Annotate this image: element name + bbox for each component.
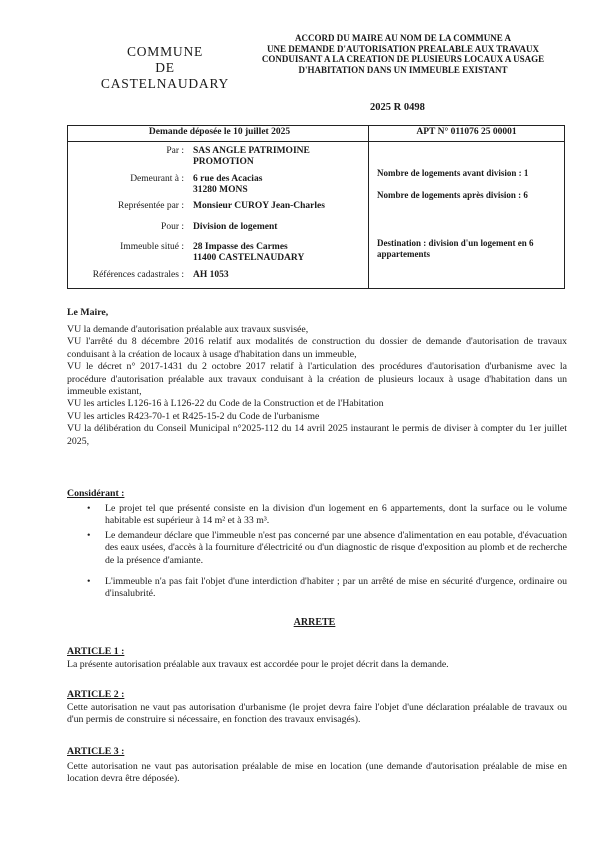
apt-number: APT N° 011076 25 00001 <box>416 127 517 137</box>
article-1-text: La présente autorisation préalable aux travaux est accordée pour le projet décrit dans la demande. <box>67 659 449 670</box>
article-3-title: ARTICLE 3 : <box>67 746 125 757</box>
building-address-line-1: 28 Impasse des Carmes <box>193 242 288 252</box>
destination-line-2: appartements <box>377 248 430 259</box>
considerant-bullet <box>87 576 567 601</box>
row-label-immeuble: Immeuble situé : <box>120 242 184 252</box>
document-title <box>238 33 568 75</box>
row-value-cadastre: AH 1053 <box>193 270 229 280</box>
request-date: Demande déposée le 10 juillet 2025 <box>148 127 291 137</box>
title-line-3: CONDUISANT A LA CREATION DE PLUSIEURS LOCAUX A USAGE <box>261 54 545 64</box>
considerant-bullet <box>87 503 567 528</box>
commune-name <box>90 44 240 92</box>
article-2-title: ARTICLE 2 : <box>67 689 125 700</box>
bullet-text: Le demandeur déclare que l'immeuble n'est pas concerné par une absence d'alimentation en eau potable, d'évacuation des eaux usées, d'accès à la fourniture d'électricité ou d'un diagnostic de risque d'exposition au plomb et de recherche de la présence d'amiante. <box>105 530 567 566</box>
units-after-division: Nombre de logements après division : 6 <box>377 190 528 200</box>
row-label-pour: Pour : <box>161 222 184 232</box>
vu-item: VU la demande d'autorisation préalable aux travaux susvisée, <box>67 324 309 335</box>
commune-line-2: DE <box>155 60 175 75</box>
row-label-par: Par : <box>166 146 184 156</box>
row-value-pour: Division de logement <box>193 222 278 232</box>
title-line-4: D'HABITATION DANS UN IMMEUBLE EXISTANT <box>298 64 508 75</box>
box-column-divider <box>368 126 369 288</box>
reference-number: 2025 R 0498 <box>370 102 425 113</box>
bullet-text: Le projet tel que présenté consiste en la division d'un logement en 6 appartements, dont la surface ou le volume habitable est supérieur à 14 m² et à 33 m³. <box>105 503 567 527</box>
applicant-name-line-1: SAS ANGLE PATRIMOINE <box>193 146 310 156</box>
address-line-1: 6 rue des Acacias <box>193 174 263 184</box>
bullet-icon: • <box>87 503 91 514</box>
row-value-demeurant <box>193 174 363 196</box>
building-address-line-2: 11400 CASTELNAUDARY <box>193 253 305 263</box>
vu-item: VU l'arrêté du 8 décembre 2016 relatif aux modalités de construction du dossier de demande d'autorisation de travaux conduisant à la création de locaux à usage d'habitation dans un immeuble, <box>67 336 567 360</box>
destination <box>377 238 562 259</box>
vu-item: VU les articles R423-70-1 et R425-15-2 du Code de l'urbanisme <box>67 410 320 422</box>
vu-item: VU la délibération du Conseil Municipal n°2025-112 du 14 avril 2025 instaurant le permis de diviser à compter du 1er juillet 2025, <box>67 423 567 447</box>
bullet-icon: • <box>87 576 91 587</box>
bullet-icon: • <box>87 530 91 541</box>
arrete-heading: ARRETE <box>293 617 336 628</box>
article-1-title: ARTICLE 1 : <box>67 646 125 657</box>
destination-line-1: Destination : division d'un logement en 6 <box>377 238 534 248</box>
commune-line-3: CASTELNAUDARY <box>100 76 230 91</box>
row-value-representee: Monsieur CUROY Jean-Charles <box>193 201 325 211</box>
considerant-title: Considérant : <box>67 488 125 499</box>
units-before-division: Nombre de logements avant division : 1 <box>377 168 529 178</box>
address-line-2: 31280 MONS <box>193 185 248 195</box>
commune-line-1: COMMUNE <box>126 44 204 59</box>
row-label-representee: Représentée par : <box>118 201 184 211</box>
le-maire: Le Maire, <box>67 307 109 318</box>
row-value-immeuble <box>193 242 363 264</box>
considerant-bullet <box>87 530 567 567</box>
article-2-text: Cette autorisation ne vaut pas autorisation d'urbanisme (le projet devra faire l'objet d'une déclaration préalable de travaux ou d'un permis de construire si nécessaire, en fonction des travaux envisagés). <box>67 702 567 726</box>
title-line-1: ACCORD DU MAIRE AU NOM DE LA COMMUNE A <box>295 33 511 43</box>
applicant-name-line-2: PROMOTION <box>193 157 254 167</box>
bullet-text: L'immeuble n'a pas fait l'objet d'une interdiction d'habiter ; par un arrêté de mise en sécurité d'urgence, ordinaire ou d'insalubrité. <box>105 576 567 600</box>
vu-item: VU le décret n° 2017-1431 du 2 octobre 2017 relatif à l'articulation des procédures d'autorisation d'urbanisme avec la procédure d'autorisation préalable aux travaux conduisant à la création de plusieurs locaux à usage d'habitation dans un immeuble existant, <box>67 361 567 398</box>
row-label-demeurant: Demeurant à : <box>130 174 184 184</box>
row-value-par <box>193 146 363 168</box>
title-line-2: UNE DEMANDE D'AUTORISATION PREALABLE AUX TRAVAUX <box>267 43 539 54</box>
box-header-divider <box>68 141 564 142</box>
article-3-text: Cette autorisation ne vaut pas autorisation préalable de mise en location (une demande d'autorisation préalable de mise en location devra être déposée). <box>67 761 567 785</box>
row-label-cadastre: Références cadastrales : <box>92 270 184 280</box>
vu-item: VU les articles L126-16 à L126-22 du Code de la Construction et de l'Habitation <box>67 398 384 410</box>
vu-list <box>67 324 567 448</box>
